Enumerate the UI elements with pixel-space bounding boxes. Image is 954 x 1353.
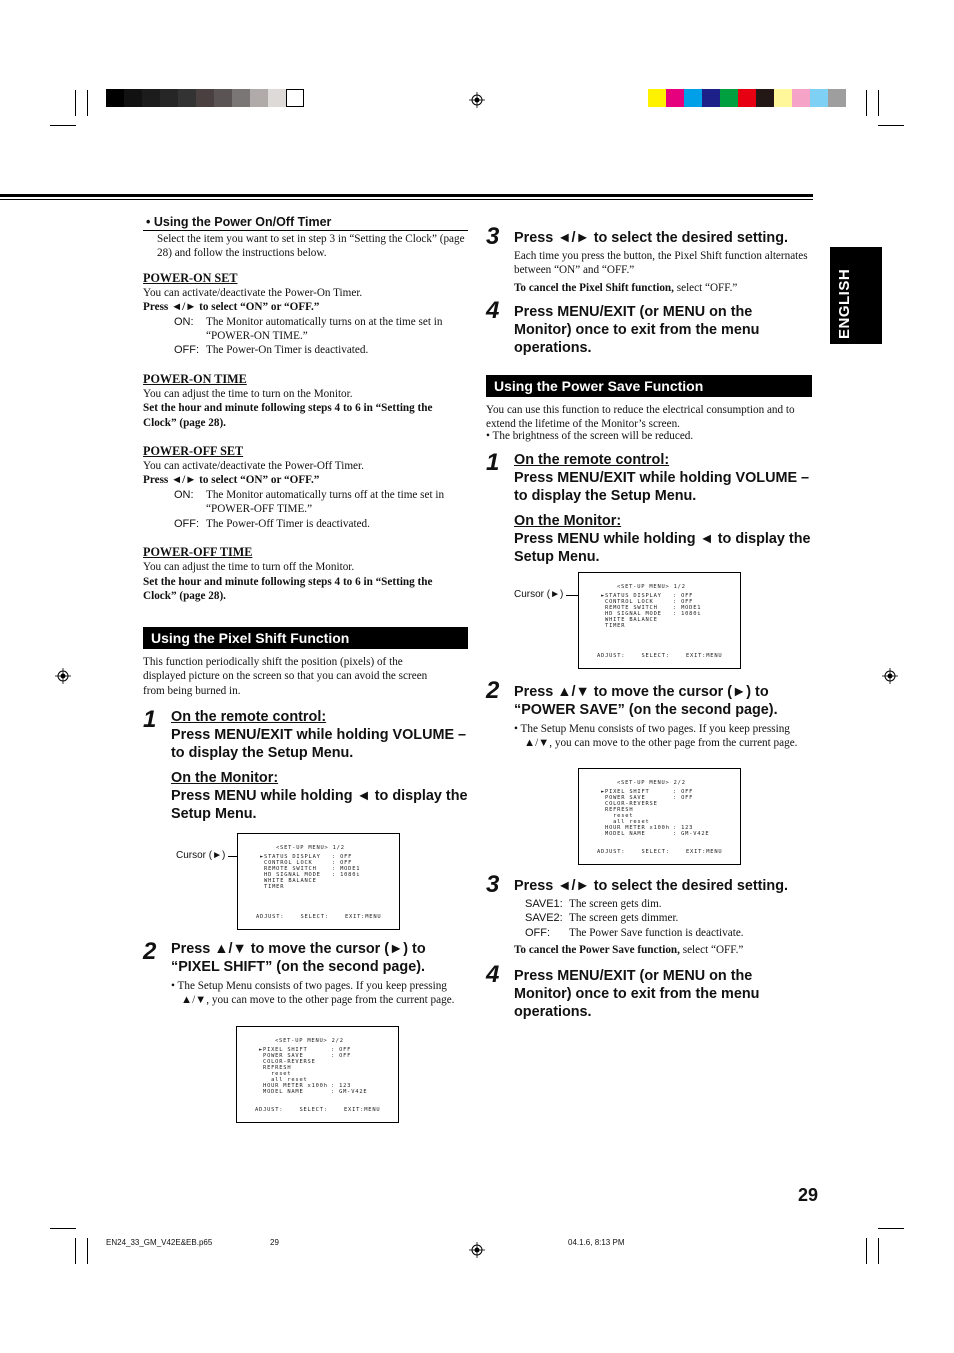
step-text: Each time you press the button, the Pixel Shift function alternates between “ON” and “OFF.” — [514, 249, 808, 277]
option-key: OFF: — [174, 344, 200, 357]
footer-page: 29 — [270, 1238, 279, 1247]
step-body — [171, 941, 468, 1007]
power-step-4 — [486, 961, 811, 1021]
step-title: Press ◄/► to select the desired setting. — [514, 230, 789, 246]
osd-row-label: ►PIXEL SHIFT — [259, 1047, 308, 1053]
power-save-heading: Using the Power Save Function — [486, 375, 812, 397]
step-number: 3 — [486, 871, 500, 898]
step-number: 3 — [486, 223, 500, 250]
osd-row-value: : OFF — [331, 1047, 352, 1053]
option-key: SAVE2: — [525, 912, 563, 925]
crop-mark-bl-v2 — [87, 1238, 88, 1264]
color-bar-right — [648, 89, 846, 107]
osd-row-value: : 1080i — [332, 872, 361, 878]
pixel-step-1 — [143, 706, 468, 824]
power-on-time-instruction: Set the hour and minute following steps 4 to 6 in “Setting the Clock” (page 28). — [143, 402, 433, 429]
color-swatch — [286, 89, 304, 107]
color-swatch — [178, 89, 196, 107]
registration-mark-bottom-icon — [469, 1242, 485, 1258]
osd-row-label: REMOTE SWITCH — [601, 605, 658, 611]
power-off-time-text: You can adjust the time to turn off the Monitor. — [143, 561, 355, 574]
color-swatch — [702, 89, 720, 107]
option-key: SAVE1: — [525, 897, 563, 910]
crop-mark-br-v2 — [866, 1238, 867, 1264]
power-off-set-instruction: Press ◄/► to select “ON” or “OFF.” — [143, 474, 320, 487]
osd-footer: ADJUST: SELECT: EXIT:MENU — [597, 653, 723, 659]
option-text: The screen gets dim. — [569, 897, 662, 910]
pixel-step-2 — [143, 938, 468, 1007]
power-step-2 — [486, 677, 811, 750]
osd-header: <SET-UP MENU> 2/2 — [617, 780, 686, 786]
osd-row-label: ►STATUS DISPLAY — [601, 593, 662, 599]
off-row — [514, 926, 811, 940]
power-save-intro: You can use this function to reduce the electrical consumption and to extend the lifetime of the Monitor’s screen. — [486, 404, 795, 431]
osd-row-label: WHITE BALANCE — [260, 878, 317, 884]
color-swatch — [720, 89, 738, 107]
pixel-shift-heading: Using the Pixel Shift Function — [143, 627, 468, 649]
osd-row-value: : MODE1 — [332, 866, 361, 872]
power-on-time-text: You can adjust the time to turn on the Monitor. — [143, 387, 353, 400]
language-tab — [830, 247, 882, 344]
option-text: The Power-Off Timer is deactivated. — [206, 517, 370, 530]
step-title: Press ◄/► to select the desired setting. — [514, 878, 789, 894]
save1-row — [514, 897, 811, 911]
osd-row-value: : GM-V42E — [331, 1089, 368, 1095]
cursor-label: Cursor (►) — [176, 850, 226, 861]
step-number: 4 — [486, 961, 500, 988]
osd-menu-page2-right — [578, 768, 741, 865]
color-swatch — [738, 89, 756, 107]
step-cancel — [514, 281, 811, 295]
step-cancel — [514, 943, 811, 957]
power-on-set-title: POWER-ON SET — [143, 270, 238, 285]
osd-header: <SET-UP MENU> 2/2 — [275, 1038, 344, 1044]
step-monitor-text: Press MENU while holding ◄ to display the Setup Menu. — [171, 788, 468, 822]
osd-row-value: : OFF — [673, 593, 694, 599]
crop-mark-bl-h — [50, 1228, 76, 1229]
step-note: • The Setup Menu consists of two pages. If you keep pressing ▲/▼, you can move to the other page from the current page. — [514, 722, 798, 749]
color-swatch — [268, 89, 286, 107]
power-off-set-text: You can activate/deactivate the Power-Off Timer. — [143, 460, 364, 473]
option-text: The Monitor automatically turns off at the time set in “POWER-OFF TIME.” — [206, 488, 445, 516]
osd-row-label: all reset — [601, 819, 650, 825]
osd-row-label: POWER SAVE — [601, 795, 646, 801]
power-off-set-on-row — [143, 488, 468, 517]
top-rule-thin — [0, 199, 813, 200]
option-key: OFF: — [525, 926, 551, 939]
color-swatch — [250, 89, 268, 107]
step-body — [514, 452, 811, 567]
osd-footer: ADJUST: SELECT: EXIT:MENU — [255, 1107, 381, 1113]
color-swatch — [196, 89, 214, 107]
crop-mark-tr-v — [878, 90, 879, 116]
power-step-1 — [486, 449, 811, 567]
color-swatch — [124, 89, 142, 107]
osd-row-value: : OFF — [673, 795, 694, 801]
osd-footer: ADJUST: SELECT: EXIT:MENU — [256, 914, 382, 920]
timer-section — [143, 215, 468, 603]
step-number: 1 — [143, 706, 157, 733]
step-number: 4 — [486, 297, 500, 324]
step-body — [514, 874, 811, 957]
crop-mark-br-h — [878, 1228, 904, 1229]
color-swatch — [792, 89, 810, 107]
osd-row-label: WHITE BALANCE — [601, 617, 658, 623]
option-key: OFF: — [174, 517, 200, 530]
color-swatch — [774, 89, 792, 107]
language-tab-label: ENGLISH — [836, 268, 853, 339]
osd-menu-page1-left — [237, 833, 400, 930]
osd-row-value: : OFF — [331, 1053, 352, 1059]
power-on-set-off-row — [143, 343, 468, 357]
option-key: ON: — [174, 315, 194, 328]
color-swatch — [232, 89, 250, 107]
cursor-label: Cursor (►) — [514, 589, 564, 600]
osd-row-value: : OFF — [332, 854, 353, 860]
step-number: 1 — [486, 449, 500, 476]
osd-row-label: COLOR-REVERSE — [259, 1059, 316, 1065]
osd-row-label: CONTROL LOCK — [260, 860, 313, 866]
color-swatch — [810, 89, 828, 107]
step-monitor-label: On the Monitor: — [514, 513, 622, 530]
footer-file: EN24_33_GM_V42E&EB.p65 — [106, 1238, 213, 1247]
crop-mark-tl-v2 — [87, 90, 88, 116]
registration-mark-left-icon — [55, 668, 71, 684]
power-off-time-instruction: Set the hour and minute following steps 4 to 6 in “Setting the Clock” (page 28). — [143, 575, 433, 602]
color-swatch — [756, 89, 774, 107]
color-swatch — [648, 89, 666, 107]
option-key: ON: — [174, 488, 194, 501]
timer-intro: Select the item you want to set in step 3 in “Setting the Clock” (page 28) and follow the instructions below. — [157, 233, 465, 260]
power-off-set-off-row — [143, 517, 468, 531]
osd-row-label: MODEL NAME — [259, 1089, 304, 1095]
registration-mark-top-icon — [469, 92, 485, 108]
osd-row-label: HD SIGNAL MODE — [601, 611, 662, 617]
osd-header: <SET-UP MENU> 1/2 — [276, 845, 345, 851]
step-title: Press ▲/▼ to move the cursor (►) to “POWER SAVE” (on the second page). — [514, 684, 778, 718]
power-on-time — [143, 372, 468, 430]
step-number: 2 — [486, 677, 500, 704]
osd-row-label: CONTROL LOCK — [601, 599, 654, 605]
option-text: The Power-On Timer is deactivated. — [206, 344, 369, 357]
footer-date: 04.1.6, 8:13 PM — [568, 1238, 625, 1247]
osd-row-label: reset — [259, 1071, 292, 1077]
power-off-time — [143, 545, 468, 603]
osd-row-label: HOUR METER x100h — [601, 825, 670, 831]
osd-row-label: TIMER — [260, 884, 285, 890]
osd-row-value: : MODE1 — [673, 605, 702, 611]
osd-menu-page1-right — [578, 572, 741, 669]
osd-row-value: : OFF — [673, 599, 694, 605]
osd-footer: ADJUST: SELECT: EXIT:MENU — [597, 849, 723, 855]
crop-mark-tr-v2 — [866, 90, 867, 116]
crop-mark-tr-h — [878, 125, 904, 126]
cancel-bold: To cancel the Power Save function, — [514, 944, 680, 957]
power-off-set — [143, 444, 468, 531]
page-number: 29 — [798, 1185, 819, 1205]
step-remote-text: Press MENU/EXIT while holding VOLUME – to display the Setup Menu. — [171, 726, 467, 761]
color-swatch — [160, 89, 178, 107]
osd-row-label: all reset — [259, 1077, 308, 1083]
pixel-shift-intro: This function periodically shift the position (pixels) of the displayed picture on the screen so that you can avoid the screen from being burned in. — [143, 656, 428, 697]
save2-row — [514, 911, 811, 925]
osd-row-label: POWER SAVE — [259, 1053, 304, 1059]
color-swatch — [684, 89, 702, 107]
osd-row-value: : 1080i — [673, 611, 702, 617]
option-text: The Monitor automatically turns on at the time set in “POWER-ON TIME.” — [206, 315, 443, 343]
registration-mark-right-icon — [882, 668, 898, 684]
osd-row-value: : GM-V42E — [673, 831, 710, 837]
osd-row-label: reset — [601, 813, 634, 819]
osd-menu-page2-left — [236, 1026, 399, 1123]
power-on-set-text: You can activate/deactivate the Power-On Timer. — [143, 286, 363, 299]
osd-row-label: ►STATUS DISPLAY — [260, 854, 321, 860]
osd-row-label: MODEL NAME — [601, 831, 646, 837]
crop-mark-tl-h — [50, 125, 76, 126]
step-note: • The Setup Menu consists of two pages. If you keep pressing ▲/▼, you can move to the other page from the current page. — [171, 979, 455, 1006]
option-text: The Power Save function is deactivate. — [569, 926, 744, 939]
osd-row-label: REFRESH — [259, 1065, 292, 1071]
osd-row-label: TIMER — [601, 623, 626, 629]
crop-mark-tl-v — [75, 90, 76, 116]
color-swatch — [666, 89, 684, 107]
color-swatch — [214, 89, 232, 107]
power-save-bullet: • The brightness of the screen will be reduced. — [486, 430, 694, 442]
cancel-rest: select “OFF.” — [673, 281, 738, 294]
step-monitor-text: Press MENU while holding ◄ to display the Setup Menu. — [514, 531, 811, 565]
cancel-rest: select “OFF.” — [679, 944, 744, 957]
osd-row-label: HD SIGNAL MODE — [260, 872, 321, 878]
osd-row-label: COLOR-REVERSE — [601, 801, 658, 807]
step-remote-label: On the remote control: — [514, 452, 670, 468]
power-off-time-title: POWER-OFF TIME — [143, 545, 253, 560]
power-off-set-title: POWER-OFF SET — [143, 444, 244, 459]
timer-heading: • Using the Power On/Off Timer — [143, 215, 468, 231]
cancel-bold: To cancel the Pixel Shift function, — [514, 281, 674, 294]
osd-row-value: : OFF — [673, 789, 694, 795]
power-step-3 — [486, 871, 811, 957]
option-text: The screen gets dimmer. — [569, 912, 679, 925]
color-bar-left — [106, 89, 304, 107]
pixel-step-3 — [486, 223, 811, 295]
pixel-step-4 — [486, 297, 811, 357]
step-body — [514, 680, 811, 750]
power-on-set — [143, 271, 468, 358]
color-swatch — [106, 89, 124, 107]
step-remote-text: Press MENU/EXIT while holding VOLUME – to display the Setup Menu. — [514, 469, 810, 504]
osd-row-value: : 123 — [673, 825, 694, 831]
step-title: Press MENU/EXIT (or MENU on the Monitor) once to exit from the menu operations. — [514, 304, 760, 356]
power-on-set-on-row — [143, 315, 468, 344]
step-body — [171, 709, 468, 824]
osd-row-value: : OFF — [332, 860, 353, 866]
osd-header: <SET-UP MENU> 1/2 — [617, 584, 686, 590]
step-title: Press MENU/EXIT (or MENU on the Monitor) once to exit from the menu operations. — [514, 968, 760, 1020]
step-remote-label: On the remote control: — [171, 709, 327, 725]
color-swatch — [142, 89, 160, 107]
osd-row-label: REFRESH — [601, 807, 634, 813]
step-body — [514, 226, 811, 295]
osd-row-value: : 123 — [331, 1083, 352, 1089]
power-on-set-instruction: Press ◄/► to select “ON” or “OFF.” — [143, 301, 320, 314]
crop-mark-br-v — [878, 1238, 879, 1264]
osd-row-label: ►PIXEL SHIFT — [601, 789, 650, 795]
top-rule-thick — [0, 194, 813, 197]
crop-mark-bl-v — [75, 1238, 76, 1264]
step-title: Press ▲/▼ to move the cursor (►) to “PIXEL SHIFT” (on the second page). — [171, 941, 426, 975]
step-number: 2 — [143, 938, 157, 965]
power-on-time-title: POWER-ON TIME — [143, 371, 247, 386]
osd-row-label: HOUR METER x100h — [259, 1083, 328, 1089]
color-swatch — [828, 89, 846, 107]
step-monitor-label: On the Monitor: — [171, 770, 279, 787]
osd-row-label: REMOTE SWITCH — [260, 866, 317, 872]
